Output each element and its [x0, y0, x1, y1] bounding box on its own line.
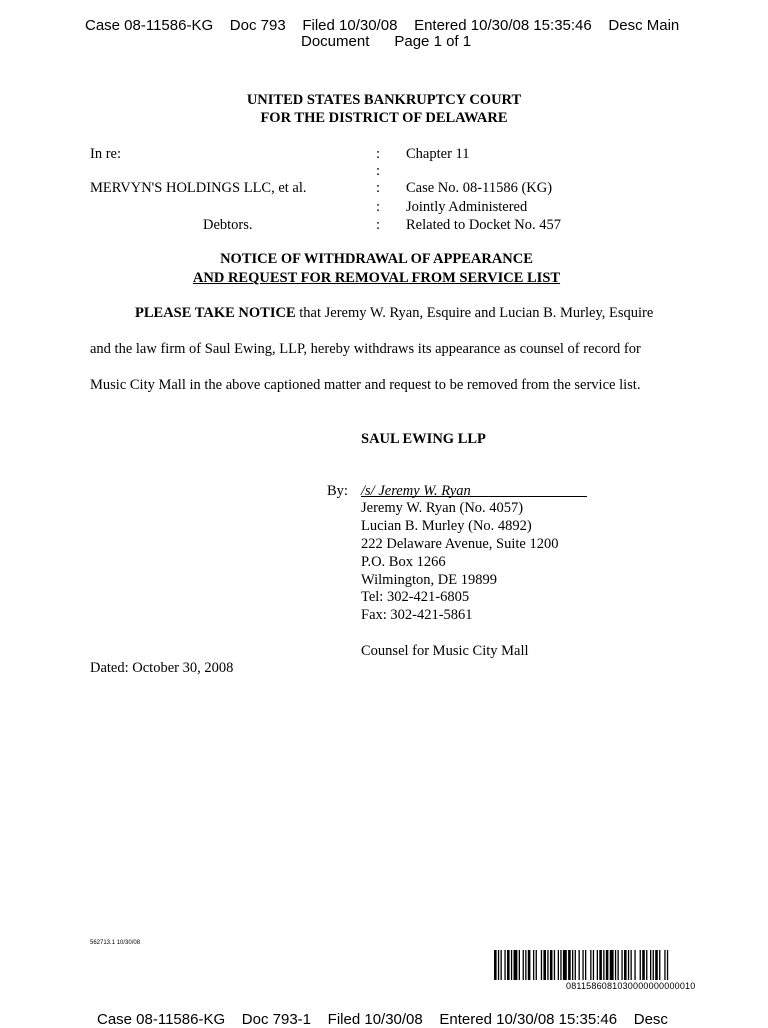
barcode-bar [523, 950, 524, 980]
filing-stamp-line2: Document Page 1 of 1 [301, 33, 472, 50]
barcode-bar [528, 950, 531, 980]
barcode [494, 950, 758, 980]
barcode-bar [655, 950, 658, 980]
barcode-bar [572, 950, 573, 980]
body-line1-text: that Jeremy W. Ryan, Esquire and Lucian B. Murley, Esquire [295, 305, 654, 321]
counsel-for: Counsel for Music City Mall [361, 643, 529, 659]
barcode-bar [593, 950, 594, 980]
barcode-bar [603, 950, 604, 980]
barcode-bar [514, 950, 518, 980]
po-box: P.O. Box 1266 [361, 554, 446, 570]
barcode-bar [494, 950, 497, 980]
barcode-bar [560, 950, 561, 980]
case-number: Case No. 08-11586 (KG) [406, 180, 553, 196]
signer-name: Jeremy W. Ryan (No. 4057) [361, 500, 524, 516]
barcode-bar [525, 950, 526, 980]
telephone: Tel: 302-421-6805 [361, 589, 470, 605]
please-take-notice: PLEASE TAKE NOTICE [135, 305, 296, 321]
barcode-bar [590, 950, 591, 980]
barcode-bar [631, 950, 632, 980]
barcode-number: 0811586081030000000000010 [566, 981, 696, 991]
barcode-bar [646, 950, 647, 980]
barcode-bar [568, 950, 571, 980]
fax: Fax: 302-421-5861 [361, 607, 473, 623]
city-state-zip: Wilmington, DE 19899 [361, 572, 497, 588]
barcode-bar [563, 950, 567, 980]
barcode-bar [606, 950, 609, 980]
notice-title-line1: NOTICE OF WITHDRAWAL OF APPEARANCE [220, 251, 533, 267]
barcode-bar [550, 950, 553, 980]
caption-colon: : [376, 199, 381, 215]
barcode-bar [642, 950, 645, 980]
barcode-bar [624, 950, 627, 980]
electronic-signature: /s/ Jeremy W. Ryan [361, 483, 471, 499]
court-district: FOR THE DISTRICT OF DELAWARE [260, 110, 508, 126]
notice-title-line2: AND REQUEST FOR REMOVAL FROM SERVICE LIST [192, 270, 561, 286]
barcode-bar [621, 950, 622, 980]
barcode-bar [536, 950, 537, 980]
barcode-bar [582, 950, 583, 980]
body-line1 [135, 305, 653, 322]
barcode-bar [504, 950, 505, 980]
barcode-bar [533, 950, 534, 980]
barcode-bar [610, 950, 614, 980]
barcode-bar [554, 950, 555, 980]
caption-colon: : [376, 180, 381, 196]
barcode-bar [628, 950, 629, 980]
barcode-bar [653, 950, 654, 980]
barcode-bar [575, 950, 576, 980]
cosigner-name: Lucian B. Murley (No. 4892) [361, 518, 532, 534]
barcode-bar [511, 950, 512, 980]
filing-stamp-line1: Case 08-11586-KG Doc 793 Filed 10/30/08 Entered 10/30/08 15:35:46 Desc Main [85, 17, 680, 34]
barcode-bar [579, 950, 580, 980]
document-reference: 562713.1 10/30/08 [90, 940, 141, 946]
dated: Dated: October 30, 2008 [90, 660, 234, 676]
barcode-bar [664, 950, 665, 980]
body-line3: Music City Mall in the above captioned matter and request to be removed from the service list. [90, 377, 641, 393]
barcode-bar [597, 950, 598, 980]
barcode-bar [585, 950, 586, 980]
court-name: UNITED STATES BANKRUPTCY COURT [246, 92, 522, 108]
signature-line [361, 496, 587, 497]
street-address: 222 Delaware Avenue, Suite 1200 [361, 536, 559, 552]
barcode-bar [543, 950, 546, 980]
barcode-bar [615, 950, 616, 980]
barcode-bar [519, 950, 520, 980]
debtor-name: MERVYN'S HOLDINGS LLC, et al. [90, 180, 307, 196]
barcode-bar [650, 950, 651, 980]
debtors-label: Debtors. [203, 217, 253, 233]
in-re-label: In re: [90, 146, 121, 162]
barcode-bar [667, 950, 668, 980]
barcode-bar [501, 950, 502, 980]
barcode-bar [599, 950, 602, 980]
caption-colon: : [376, 163, 381, 179]
firm-name: SAUL EWING LLP [361, 431, 486, 447]
barcode-bar [507, 950, 510, 980]
chapter: Chapter 11 [406, 146, 470, 162]
barcode-bar [558, 950, 559, 980]
by-label: By: [327, 483, 348, 499]
barcode-bar [640, 950, 641, 980]
barcode-bar [634, 950, 635, 980]
related-docket: Related to Docket No. 457 [406, 217, 562, 233]
jointly-administered: Jointly Administered [406, 199, 528, 215]
barcode-bar [618, 950, 619, 980]
barcode-bar [541, 950, 542, 980]
caption-colon: : [376, 217, 381, 233]
barcode-bar [498, 950, 499, 980]
barcode-bar [547, 950, 548, 980]
body-line2: and the law firm of Saul Ewing, LLP, hereby withdraws its appearance as counsel of record for [90, 341, 641, 357]
caption-colon: : [376, 146, 381, 162]
next-page-stamp: Case 08-11586-KG Doc 793-1 Filed 10/30/08 Entered 10/30/08 15:35:46 Desc [97, 1011, 668, 1028]
barcode-bar [659, 950, 660, 980]
